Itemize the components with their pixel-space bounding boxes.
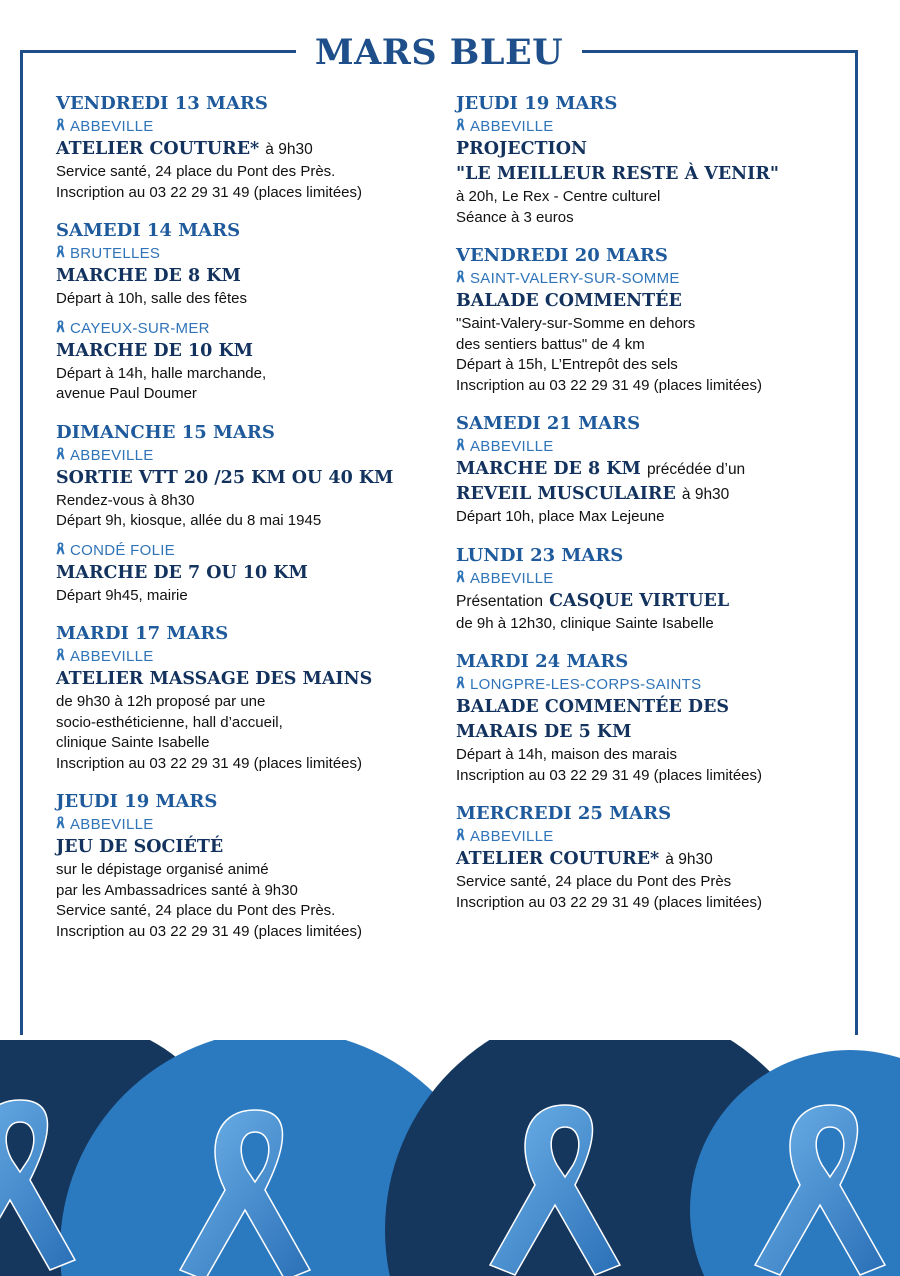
event-detail: "Saint-Valery-sur-Somme en dehors [456,315,696,332]
event-activity [56,466,446,491]
ribbon-icon [456,674,466,695]
event-location-block [56,646,446,774]
event-detail: sur le dépistage organisé animé [56,861,269,878]
event-location [456,674,846,695]
event-location-block [456,116,846,228]
activity-title: BALADE COMMENTÉE [456,291,682,311]
event-place: SAINT-VALERY-SUR-SOMME [470,270,680,287]
event-detail: par les Ambassadrices santé à 9h30 [56,881,298,899]
event-block [56,421,446,607]
event-location [456,268,846,289]
event-location [456,826,846,847]
ribbon-icon [456,826,466,847]
event-block [456,802,846,913]
event-activity [456,589,846,614]
event-place: ABBEVILLE [470,569,554,587]
ribbon-icon [56,540,66,561]
event-location [56,445,446,466]
event-location [56,646,446,667]
event-day: MERCREDI 25 MARS [456,803,672,824]
event-place: BRUTELLES [70,245,161,262]
activity-title: BALADE COMMENTÉE DES [456,697,730,717]
event-detail: Séance à 3 euros [456,208,574,226]
event-day: JEUDI 19 MARS [456,93,618,114]
activity-suffix-2: à 9h30 [681,486,730,503]
event-location-block [456,826,846,913]
activity-title: MARCHE DE 8 KM [56,266,241,286]
activity-title: ATELIER COUTURE* [56,139,260,159]
event-day: MARDI 24 MARS [456,651,629,672]
activity-title: MARCHE DE 7 OU 10 KM [56,562,308,583]
event-detail: Service santé, 24 place du Pont des Près. [56,163,336,180]
left-column [56,92,446,958]
activity-title-2: "LE MEILLEUR RESTE À VENIR" [456,164,779,184]
right-column [456,92,846,929]
event-block [56,92,446,203]
ribbon-icon [456,268,466,289]
activity-title: SORTIE VTT 20 /25 KM OU 40 KM [56,467,394,488]
event-day: DIMANCHE 15 MARS [56,421,275,443]
event-detail: Inscription au 03 22 29 31 49 (places limitées) [56,922,363,940]
event-location [56,540,446,561]
ribbon-icon [56,814,66,835]
event-activity [456,137,846,162]
activity-prefix: Présentation [456,592,544,610]
event-place: CAYEUX-SUR-MER [70,319,210,337]
activity-title: MARCHE DE 8 KM [456,459,641,479]
event-detail: Départ à 15h, L’Entrepôt des sels [456,356,678,373]
event-location-block [56,814,446,942]
ribbon-icon [56,445,66,466]
event-detail: Départ 10h, place Max Lejeune [456,508,665,525]
event-place: ABBEVILLE [470,828,554,845]
activity-title: MARCHE DE 10 KM [56,340,254,361]
event-activity [56,137,446,162]
event-day: LUNDI 23 MARS [456,544,624,566]
event-place: ABBEVILLE [70,648,154,665]
activity-suffix: précédée d’un [646,461,746,478]
activity-title: CASQUE VIRTUEL [549,590,730,611]
event-day: SAMEDI 14 MARS [56,220,241,241]
event-activity [456,847,846,872]
event-place: CONDÉ FOLIE [70,541,175,559]
event-location-block [56,445,446,532]
event-place: ABBEVILLE [70,118,154,135]
event-detail: Inscription au 03 22 29 31 49 (places limitées) [56,754,363,772]
event-location [456,116,846,137]
event-place: ABBEVILLE [470,438,554,455]
event-detail: Rendez-vous à 8h30 [56,491,195,509]
event-detail: Inscription au 03 22 29 31 49 (places limitées) [456,376,763,394]
event-location-block [56,318,446,405]
event-detail: Départ à 14h, maison des marais [456,746,677,763]
activity-title-2: MARAIS DE 5 KM [456,722,632,742]
event-detail: Inscription au 03 22 29 31 49 (places limitées) [456,766,763,784]
event-block [456,412,846,528]
event-detail: Départ à 14h, halle marchande, [56,364,267,382]
ribbon-icon [56,116,66,137]
event-activity [56,667,446,692]
page-title: MARS BLEU [314,32,564,73]
ribbon-banner [0,1040,900,1276]
event-detail: socio-esthéticienne, hall d’accueil, [56,713,283,731]
event-detail: Service santé, 24 place du Pont des Près [456,873,732,890]
event-activity [456,289,846,314]
event-block [456,650,846,786]
event-location [456,568,846,589]
event-detail: clinique Sainte Isabelle [56,734,210,751]
event-day: MARDI 17 MARS [56,623,229,644]
activity-title: ATELIER MASSAGE DES MAINS [56,669,373,689]
ribbon-icon [456,116,466,137]
event-block [56,219,446,405]
event-location-block [456,674,846,786]
event-detail: Inscription au 03 22 29 31 49 (places limitées) [56,183,363,201]
event-day: VENDREDI 13 MARS [56,93,268,114]
ribbon-icon [456,436,466,457]
event-location [56,243,446,264]
event-detail: des sentiers battus" de 4 km [456,335,645,353]
event-detail: de 9h à 12h30, clinique Sainte Isabelle [456,614,714,632]
event-detail: avenue Paul Doumer [56,385,197,402]
event-place: ABBEVILLE [70,446,154,464]
event-block [56,790,446,942]
event-location [56,116,446,137]
event-place: ABBEVILLE [70,816,154,833]
event-location-block [456,436,846,528]
event-location [456,436,846,457]
event-activity [56,264,446,289]
event-location-block [56,540,446,607]
event-detail: à 20h, Le Rex - Centre culturel [456,188,661,205]
ribbon-icon [456,568,466,589]
event-activity [456,695,846,720]
event-activity-line2 [456,720,846,745]
ribbon-icon [56,646,66,667]
event-detail: Départ à 10h, salle des fêtes [56,290,247,307]
event-location-block [456,268,846,396]
event-block [456,92,846,228]
event-location-block [56,116,446,203]
event-day: SAMEDI 21 MARS [456,413,641,434]
activity-suffix: à 9h30 [265,141,313,158]
event-block [456,244,846,396]
event-location-block [456,568,846,635]
event-block [456,544,846,635]
event-detail: Départ 9h45, mairie [56,586,188,604]
event-activity [56,561,446,586]
activity-title-2: REVEIL MUSCULAIRE [456,484,676,504]
event-location [56,318,446,339]
event-detail: Départ 9h, kiosque, allée du 8 mai 1945 [56,512,322,529]
event-activity [56,835,446,860]
event-detail: Inscription au 03 22 29 31 49 (places limitées) [456,893,763,911]
event-activity-line2 [456,482,846,507]
event-block [56,622,446,774]
event-place: LONGPRE-LES-CORPS-SAINTS [470,676,702,693]
activity-title: PROJECTION [456,139,587,159]
event-activity-line2 [456,162,846,187]
ribbon-icon [56,243,66,264]
event-activity [56,339,446,364]
event-activity [456,457,846,482]
activity-title: JEU DE SOCIÉTÉ [56,837,224,857]
event-place: ABBEVILLE [470,118,554,135]
event-detail: Service santé, 24 place du Pont des Près. [56,902,336,919]
event-location [56,814,446,835]
ribbon-icon [56,318,66,339]
event-detail: de 9h30 à 12h proposé par une [56,693,266,710]
event-day: JEUDI 19 MARS [56,791,218,812]
activity-suffix: à 9h30 [665,851,713,868]
ribbon-banner-graphic [0,1040,900,1276]
activity-title: ATELIER COUTURE* [456,849,660,869]
event-day: VENDREDI 20 MARS [456,245,668,266]
event-location-block [56,243,446,310]
